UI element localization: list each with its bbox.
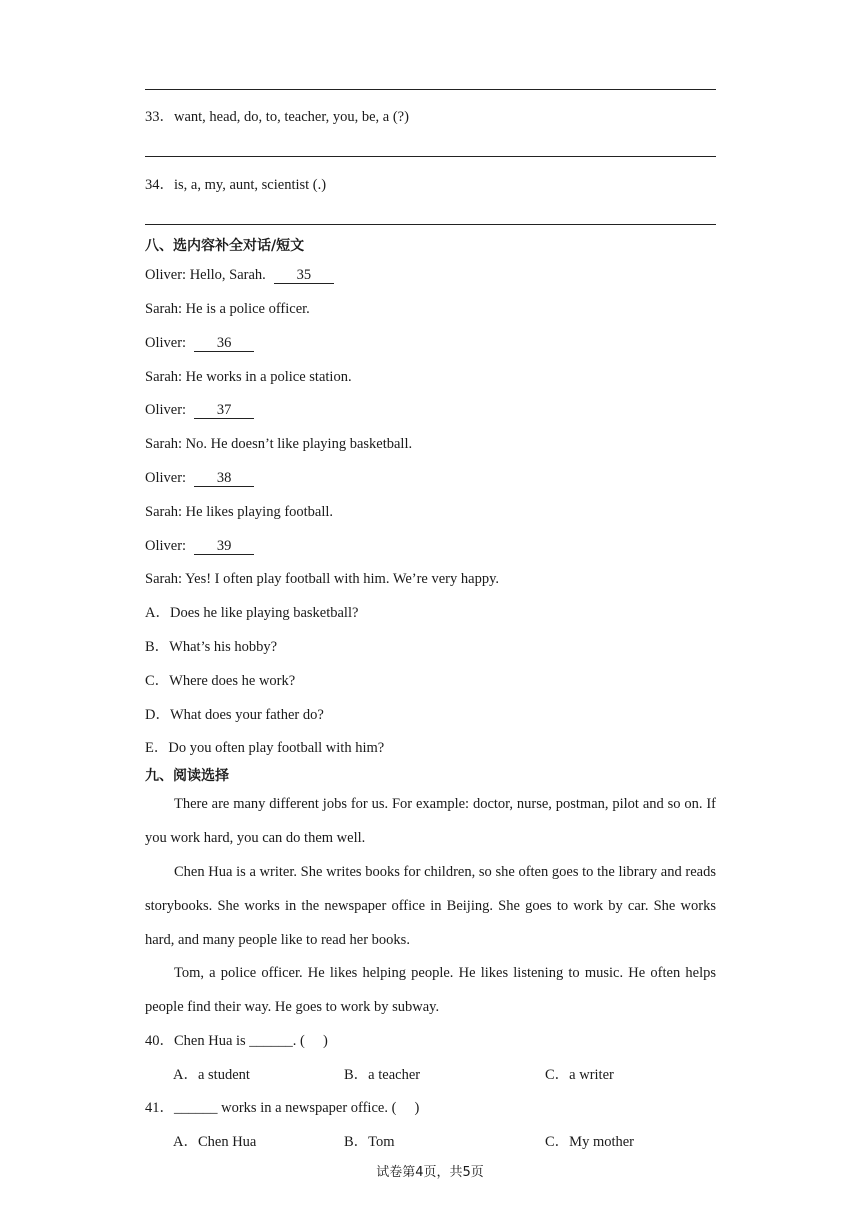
blank-number: 38 [194,471,254,487]
reading-paragraph: Tom, a police officer. He likes helping people. He likes listening to music. He often helps people find their way. He goes to work by subway. [145,965,716,1015]
answer-option: A．a student [173,1067,250,1083]
dialogue-line: Sarah: Yes! I often play football with him. We’re very happy. [145,571,500,587]
answer-line [145,224,716,225]
blank-number: 35 [274,268,334,284]
question-stem: 41．______ works in a newspaper office. ( ) [145,1100,420,1116]
answer-option: B．a teacher [344,1067,421,1083]
dialogue-line: Sarah: He likes playing football. [145,504,334,520]
answer-option: C．a writer [545,1067,614,1083]
reading-paragraph: There are many different jobs for us. For example: doctor, nurse, postman, pilot and so on. If you work hard, you can do them well. [145,796,716,846]
question-33: 33．want, head, do, to, teacher, you, be, a (?) [145,109,409,125]
dialogue-line [145,469,254,487]
question-stem: 40．Chen Hua is ______. ( ) [145,1033,328,1049]
reading-paragraph: Chen Hua is a writer. She writes books for children, so she often goes to the library and reads storybooks. She works in the newspaper office in Beijing. She goes to work by car. She works hard, and many people like to read her books. [145,864,716,948]
dialogue-line: Sarah: He is a police officer. [145,301,310,317]
speaker-text: Oliver: [145,470,187,486]
speaker-text: Oliver: Hello, Sarah. [145,267,266,283]
answer-option: C．My mother [545,1134,635,1150]
speaker-text: Oliver: [145,335,187,351]
speaker-text: Oliver: [145,538,187,554]
choice-option: A．Does he like playing basketball? [145,605,359,621]
dialogue-line [145,266,334,284]
answer-line [145,156,716,157]
dialogue-line: Sarah: No. He doesn’t like playing basketball. [145,436,413,452]
choice-option: E．Do you often play football with him? [145,740,385,756]
blank-number: 36 [194,336,254,352]
section-heading: 九、阅读选择 [145,768,229,784]
speaker-text: Oliver: [145,402,187,418]
question-34: 34．is, a, my, aunt, scientist (.) [145,177,327,193]
dialogue-line: Sarah: He works in a police station. [145,369,352,385]
dialogue-line [145,537,254,555]
answer-option: B．Tom [344,1134,395,1150]
blank-number: 39 [194,539,254,555]
choice-option: C．Where does he work? [145,673,296,689]
choice-option: B．What’s his hobby? [145,639,278,655]
answer-line [145,89,716,90]
section-heading: 八、选内容补全对话/短文 [145,238,305,254]
choice-option: D．What does your father do? [145,707,324,723]
dialogue-line [145,401,254,419]
answer-option: A．Chen Hua [173,1134,257,1150]
dialogue-line [145,334,254,352]
page-footer: 试卷第4页，共5页 [376,1165,484,1180]
blank-number: 37 [194,403,254,419]
